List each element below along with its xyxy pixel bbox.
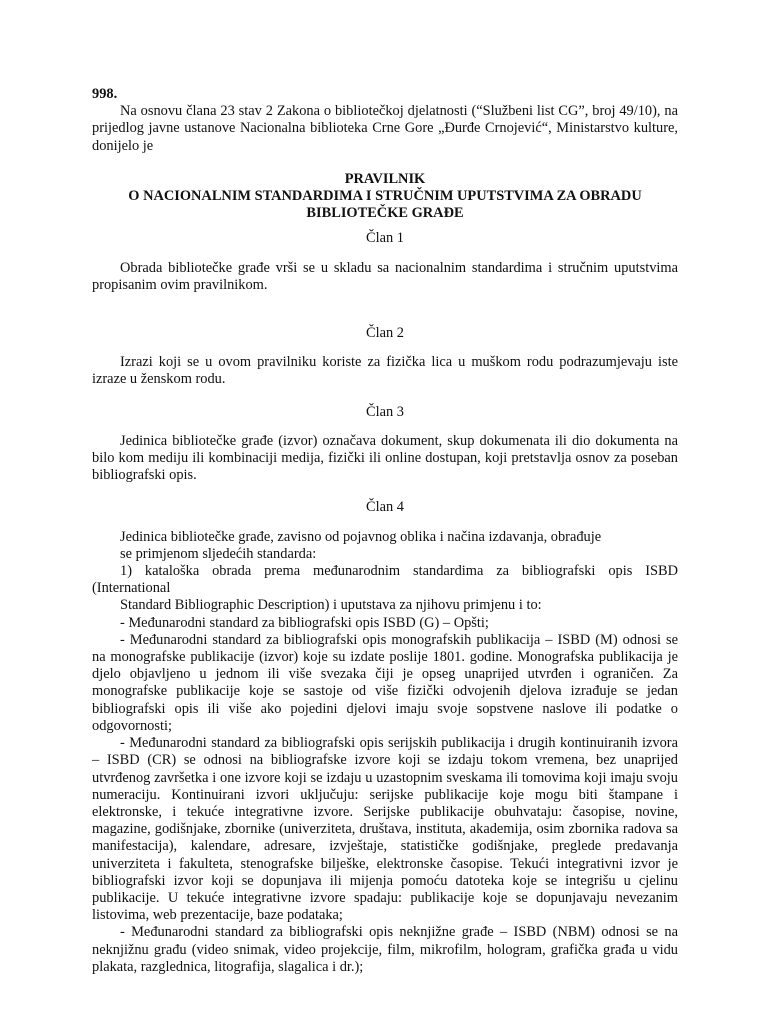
article-heading: Član 3 [366,403,404,420]
title-line: PRAVILNIK [344,170,426,187]
intro-paragraph: Na osnovu člana 23 stav 2 Zakona o bibliotečkoj djelatnosti (“Službeni list CG”, broj 49/10), na prijedlog javne ustanove Nacionalna biblioteka Crne Gore „Đurđe Crnojević“, Ministarstvo kulture, donijelo je [92,103,678,154]
document-number: 998. [92,86,118,102]
article-4-body [92,529,678,976]
article-line: se primjenom sljedećih standarda: [120,545,317,562]
article-line: 1) kataloška obrada prema međunarodnim standardima za bibliografski opis ISBD [120,563,678,580]
title-line: O NACIONALNIM STANDARDIMA I STRUČNIM UPUTSTVIMA ZA OBRADU [128,188,642,205]
article-line: Jedinica bibliotečke građe, zavisno od pojavnog oblika i načina izdavanja, obrađuje [120,528,602,545]
list-item: - Međunarodni standard za bibliografski opis neknjižne građe – ISBD (NBM) odnosi se na neknjižnu građu (video snimak, video projekcije, film, mikrofilm, hologram, grafička građa u vidu plakata, razglednica, litografija, slagalica i dr.); [92,924,678,975]
article-text: Obrada bibliotečke građe vrši se u skladu sa nacionalnim standardima i stručnim uputstvima propisanim ovim pravilnikom. [92,259,678,293]
article-text: Jedinica bibliotečke građe (izvor) označava dokument, skup dokumenata ili dio dokumenta na bilo kom mediju ili kombinaciji medija, fizički ili online dostupan, koji pretstavlja osnov za poseban bibliografski opis. [92,432,678,484]
list-item: - Međunarodni standard za bibliografski opis monografskih publikacija – ISBD (M) odnosi se na monografske publikacije (izvor) koje su izdate poslije 1801. godine. Monografska publikacija je djelo objavljeno u jednom ili više svezaka čiji je opseg unaprijed utvrđen i ograničen. Za monografske publikacije koje se sastoje od više fizički odvojenih djelova izrađuje se jedan bibliografski opis ili više ako pojedini djelovi imaju svoje sopstvene naslove ili podatke o odgovornosti; [92,631,678,734]
article-line: (International [92,580,171,597]
article-heading: Član 2 [366,325,404,342]
article-text: Izrazi koji se u ovom pravilniku koriste za fizička lica u muškom rodu podrazumjevaju iste izraze u ženskom rodu. [92,354,678,388]
article-heading: Član 1 [366,230,404,247]
article-heading: Član 4 [366,499,404,516]
title-line: BIBLIOTEČKE GRAĐE [306,205,464,222]
article-line: - Međunarodni standard za bibliografski opis ISBD (G) – Opšti; [120,614,489,631]
document-title [92,171,678,223]
article-line: Standard Bibliographic Description) i uputstava za njihovu primjenu i to: [120,597,542,614]
list-item: - Međunarodni standard za bibliografski opis serijskih publikacija i drugih kontinuiranih izvora – ISBD (CR) se odnosi na bibliografske izvore koji se izdaju tokom vremena, bez unaprijed utvrđenog završetka i one izvore koji se izdaju u uzastopnim sveskama ili tomovima koji imaju svoju numeraciju. Kontinuirani izvori uključuju: serijske publikacije koje mogu biti štampane i elektronske, i tekuće integrativne izvore. Serijske publikacije obuhvataju: časopise, novine, magazine, godišnjake, zbornike (univerziteta, društava, instituta, akademija, osim zbornika radova sa manifestacija), kalendare, adresare, izvještaje, statističke godišnjake, preglede predavanja univerziteta i fakulteta, stenografske bilješke, elektronske časopise. Tekući integrativni izvor je bibliografski izvor koji se dopunjava ili mijenja pomoću datoteka koje se integrišu u cjelinu publikacije. U tekuće integrativne izvore spadaju: publikacije koje se dopunjavaju nevezanim listovima, web prezentacije, baze podataka; [92,735,678,924]
